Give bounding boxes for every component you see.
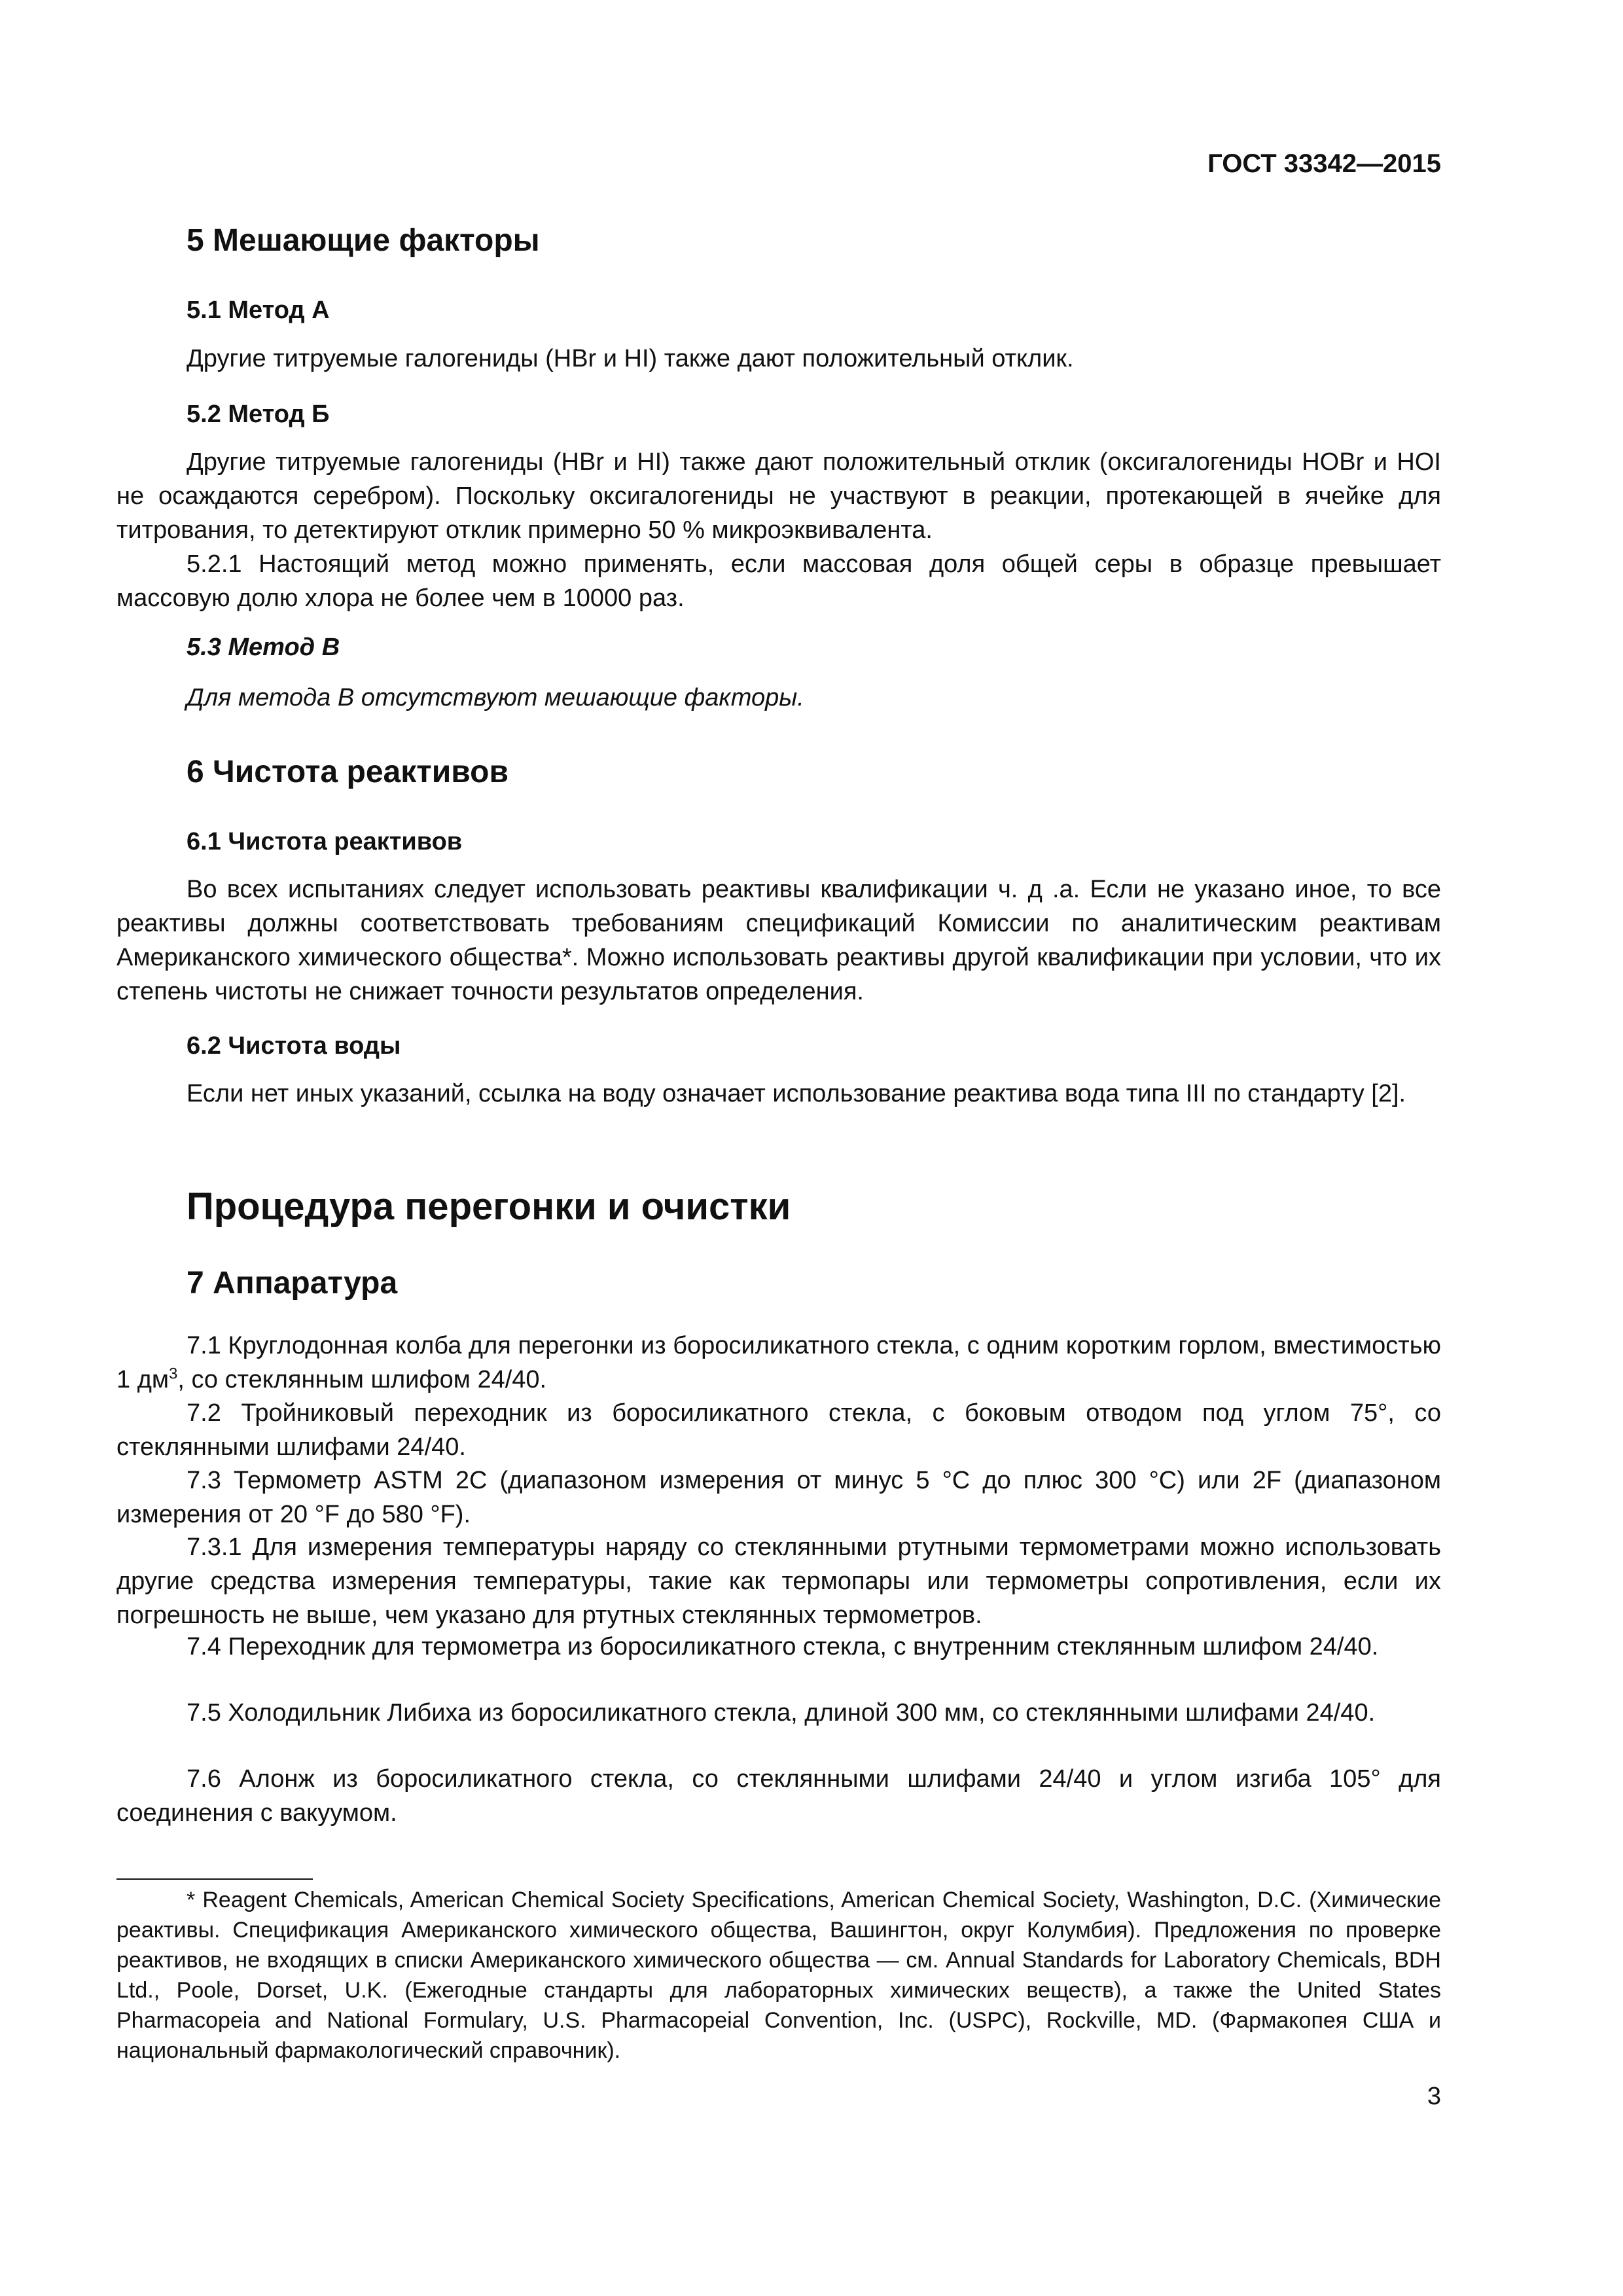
- item-7-3: 7.3 Термометр ASTM 2C (диапазоном измерения от минус 5 °С до плюс 300 °С) или 2F (диапазоном измерения от 20 °F до 580 °F).: [116, 1467, 1441, 1528]
- item-7-4: 7.4 Переходник для термометра из боросиликатного стекла, с внутренним стеклянным шлифом 24/40.: [187, 1633, 1379, 1660]
- procedure-title: Процедура перегонки и очистки: [187, 1185, 791, 1228]
- section-5-title: 5 Мешающие факторы: [187, 223, 540, 258]
- footnote-text: * Reagent Chemicals, American Chemical Society Specifications, American Chemical Society, Washington, D.C. (Химические реактивы. Спецификация Американского химического общества, Вашингтон, округ Колумбия). Предложения по проверке реактивов, не входящих в списки Американского химического общества — см. Annual Standards for Laboratory Chemicals, BDH Ltd., Poole, Dorset, U.K. (Ежегодные стандарты для лабораторных химических веществ), а также the United States Pharmacopeia and National Formulary, U.S. Pharmacopeial Convention, Inc. (USPC), Rockville, MD. (Фармакопея США и национальный фармакологический справочник).: [116, 1888, 1441, 2063]
- subsection-6-1-text: Во всех испытаниях следует использовать реактивы квалификации ч. д .а. Если не указано иное, то все реактивы должны соответствовать требованиям спецификаций Комиссии по аналитическим реактивам Американского химического общества*. Можно использовать реактивы другой квалификации при условии, что их степень чистоты не снижает точности результатов определения.: [116, 876, 1441, 1005]
- item-7-1: 7.1 Круглодонная колба для перегонки из боросиликатного стекла, с одним коротким горлом, вместимостью 1 $дм^3$, со стеклянным шлифом 24/40.: [116, 1332, 1441, 1393]
- subsection-5-3-text: Для метода В отсутствуют мешающие факторы.: [187, 684, 804, 711]
- section-6-title: 6 Чистота реактивов: [187, 755, 508, 789]
- subsection-5-1-title: 5.1 Метод А: [187, 296, 330, 324]
- subsection-6-1-title: 6.1 Чистота реактивов: [187, 828, 463, 855]
- subsection-5-2-text: Другие титруемые галогениды (НВr и НI) также дают положительный отклик (оксигалогениды НОВr и НОI не осаждаются серебром). Поскольку оксигалогениды не участвуют в реакции, протекающей в ячейке для титрования, то детектируют отклик примерно 50 % микроэквивалента.: [116, 448, 1441, 544]
- subsection-5-1-text: Другие титруемые галогениды (НВr и НI) также дают положительный отклик.: [187, 345, 1074, 372]
- subsection-5-3-title: 5.3 Метод В: [187, 634, 340, 661]
- item-7-5: 7.5 Холодильник Либиха из боросиликатного стекла, длиной 300 мм, со стеклянными шлифами 24/40.: [187, 1699, 1376, 1727]
- subsection-5-2-1-text: 5.2.1 Настоящий метод можно применять, если массовая доля общей серы в образце превышает массовую долю хлора не более чем в 10000 раз.: [116, 550, 1441, 612]
- item-7-2: 7.2 Тройниковый переходник из боросиликатного стекла, с боковым отводом под углом 75°, со стеклянными шлифами 24/40.: [116, 1399, 1441, 1461]
- item-7-6: 7.6 Алонж из боросиликатного стекла, со стеклянными шлифами 24/40 и углом изгиба 105° для соединения с вакуумом.: [116, 1765, 1441, 1827]
- section-7-title: 7 Аппаратура: [187, 1266, 398, 1300]
- subsection-6-2-title: 6.2 Чистота воды: [187, 1032, 401, 1060]
- footnote-divider: [116, 1878, 313, 1880]
- document-id-header: ГОСТ 33342—2015: [1207, 149, 1441, 178]
- page-number: 3: [1427, 2083, 1441, 2110]
- subsection-6-2-text: Если нет иных указаний, ссылка на воду означает использование реактива вода типа III по стандарту [2].: [187, 1080, 1406, 1107]
- item-7-3-1: 7.3.1 Для измерения температуры наряду со стеклянными ртутными термометрами можно использовать другие средства измерения температуры, такие как термопары или термометры сопротивления, если их погрешность не выше, чем указано для ртутных стеклянных термометров.: [116, 1534, 1441, 1629]
- subsection-5-2-title: 5.2 Метод Б: [187, 401, 330, 428]
